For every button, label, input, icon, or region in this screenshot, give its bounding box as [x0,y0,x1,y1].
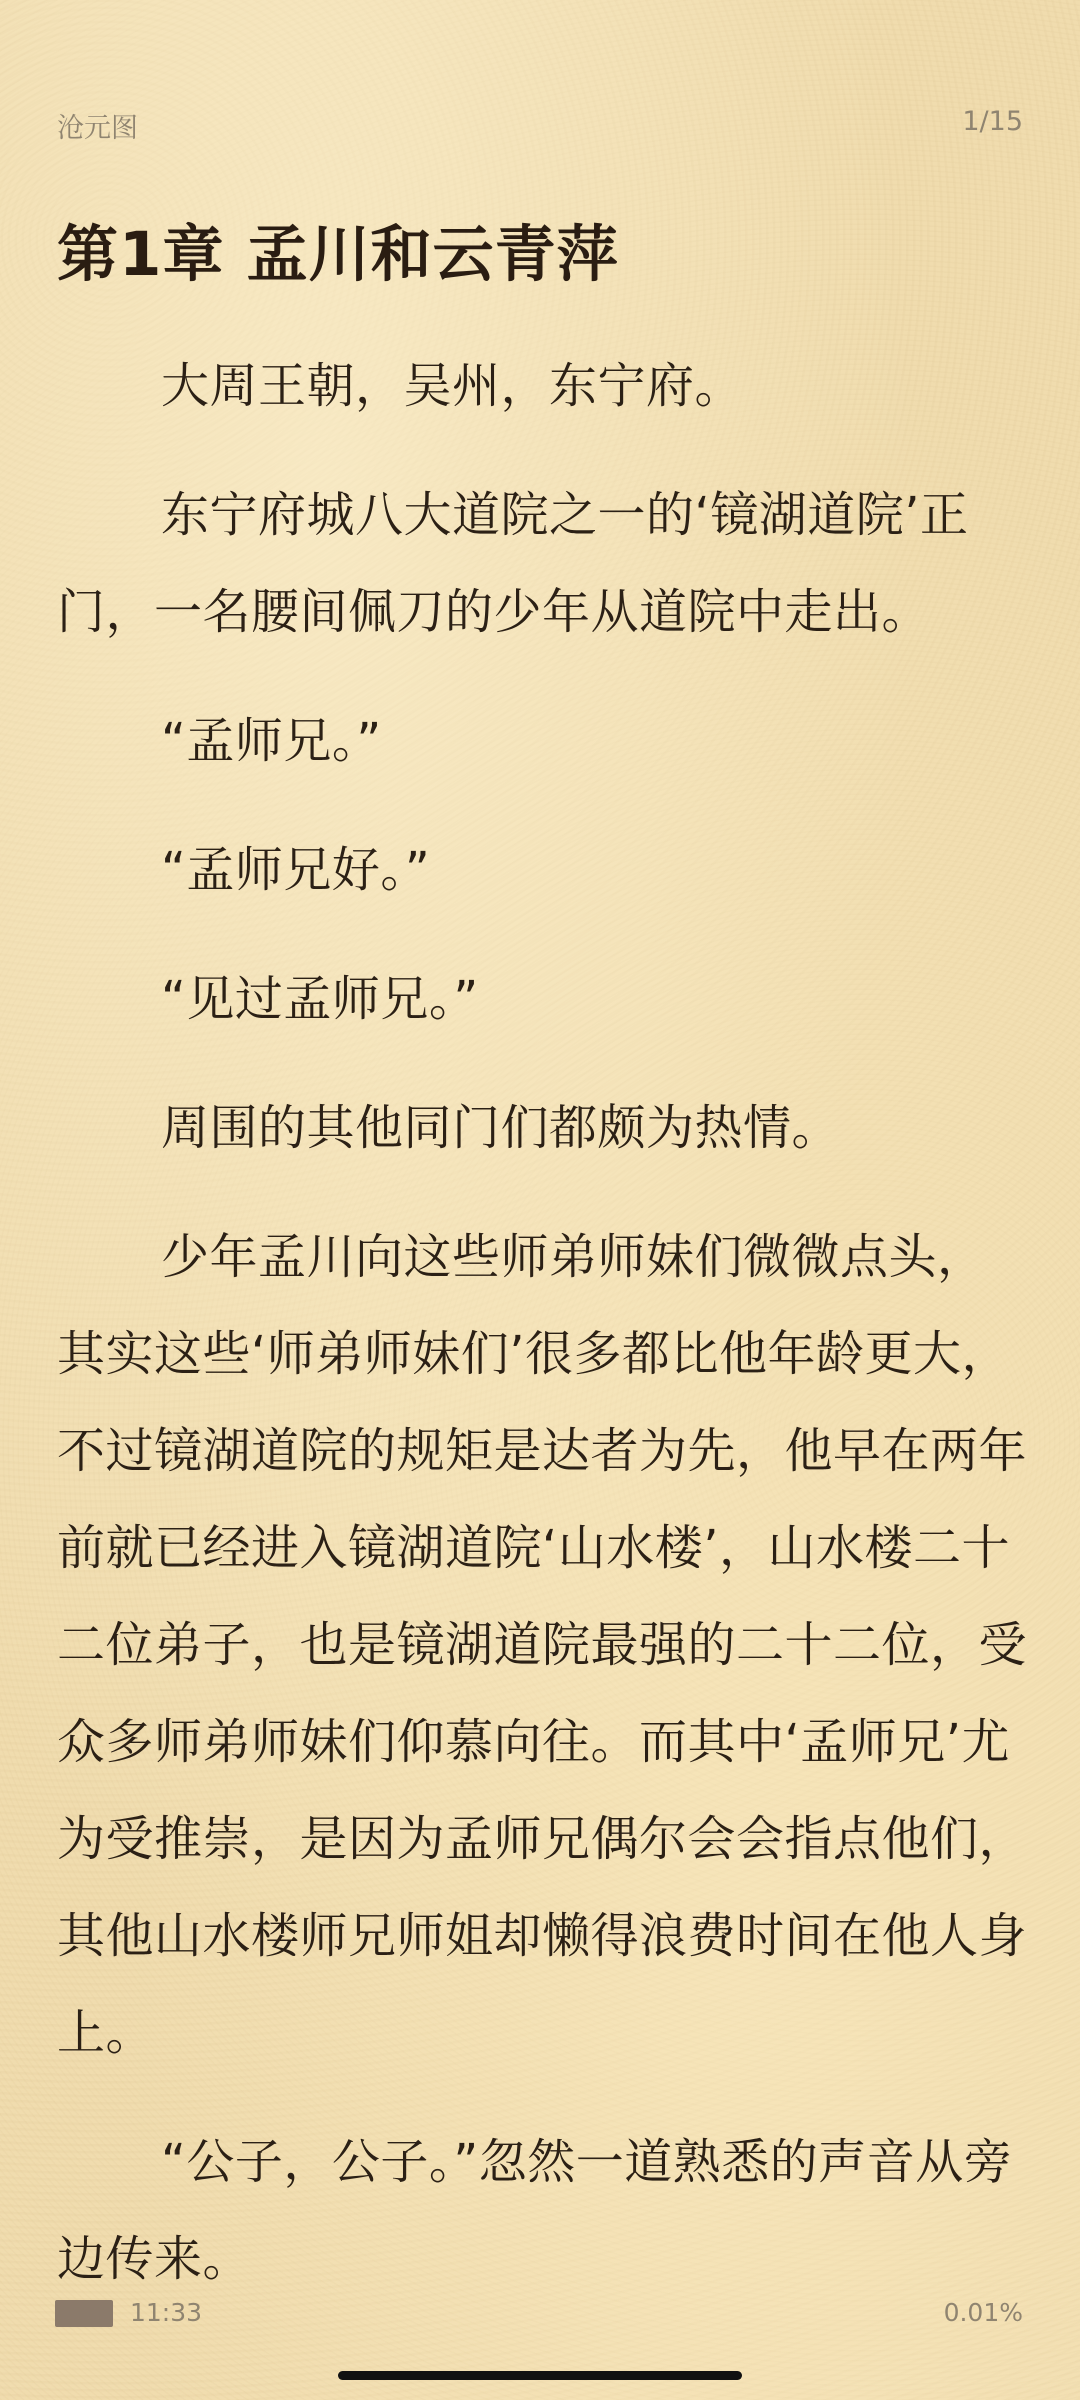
paragraph: 东宁府城八大道院之一的‘镜湖道院’正门，一名腰间佩刀的少年从道院中走出。 [57,487,969,640]
reading-progress: 0.01% [943,2298,1023,2327]
home-indicator[interactable] [338,2371,742,2380]
chapter-title: 第1章 孟川和云青萍 [57,219,619,290]
paragraph: 大周王朝，吴州，东宁府。 [161,358,744,414]
reading-content[interactable] [57,338,1027,2340]
paragraph: “见过孟师兄。” [161,971,479,1027]
paragraph: 少年孟川向这些师弟师妹们微微点头，其实这些‘师弟师妹们’很多都比他年龄更大，不过镜湖道院的规矩是达者为先，他早在两年前就已经进入镜湖道院‘山水楼’，山水楼二十二位弟子，也是镜湖道院最强的二十二位，受众多师弟师妹们仰慕向往。而其中‘孟师兄’尤为受推崇，是因为孟师兄偶尔会会指点他们，其他山水楼师兄师姐却懒得浪费时间在他人身上。 [57,1229,1028,2061]
page-indicator: 1/15 [962,106,1023,137]
paragraph: “公子，公子。”忽然一道熟悉的声音从旁边传来。 [57,2134,1013,2287]
paragraph: 周围的其他同门们都颇为热情。 [161,1100,841,1156]
paragraph: “孟师兄好。” [161,842,431,898]
book-title: 沧元图 [57,113,138,144]
battery-icon [55,2300,113,2327]
clock-time: 11:33 [130,2298,203,2327]
paragraph: “孟师兄。” [161,713,382,769]
